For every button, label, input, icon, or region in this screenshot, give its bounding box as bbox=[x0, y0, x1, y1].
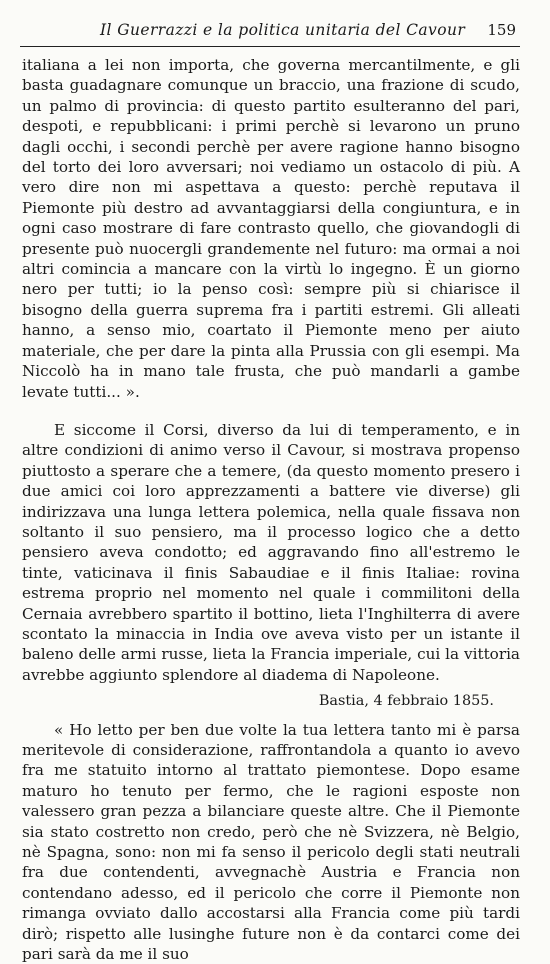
page-body bbox=[22, 55, 520, 964]
running-title: Il Guerrazzi e la politica unitaria del Cavour bbox=[100, 21, 466, 39]
running-header bbox=[20, 20, 520, 47]
page-number: 159 bbox=[487, 21, 516, 39]
paragraph-letter-quote: « Ho letto per ben due volte la tua lettera tanto mi è parsa meritevole di considerazione, raffrontandola a quanto io avevo fra me statuito intorno al trattato piemontese. Dopo esame maturo ho tenuto per fermo, che le ragioni esposte non valessero gran pezza a bilanciare queste altre. Che il Piemonte sia stato costretto non credo, però che nè Svizzera, nè Belgio, nè Spagna, sono: non mi fa senso il pericolo degli stati neutrali fra due contendenti, avvegnachè Austria e Francia non contendano adesso, ed il pericolo che corre il Piemonte non rimanga ovviato dallo accostarsi alla Francia come più tardi dirò; rispetto alle lusinghe future non è da contarci come dei pari sarà da me il suo bbox=[22, 720, 520, 964]
paragraph-commentary: E siccome il Corsi, diverso da lui di temperamento, e in altre condizioni di animo verso il Cavour, si mostrava propenso piuttosto a sperare che a temere, (da questo momento presero i due amici coi loro apprezzamenti a battere vie diverse) gli indirizzava una lunga lettera polemica, nella quale fissava non soltanto il suo pensiero, ma il processo logico che a detto pensiero aveva condotto; ed aggravando fino all'estremo le tinte, vaticinava il finis Sabaudiae e il finis Italiae: rovina estrema proprio nel momento nel quale i commilitoni della Cernaia avrebbero spartito il bottino, lieta l'Inghilterra di avere scontato la minaccia in India ove aveva visto per un istante il baleno delle armi russe, lieta la Francia imperiale, cui la vittoria avrebbe aggiunto splendore al diadema di Napoleone. bbox=[22, 420, 520, 684]
letter-dateline: Bastia, 4 febbraio 1855. bbox=[318, 693, 494, 710]
paragraph-letter-continuation: italiana a lei non importa, che governa mercantilmente, e gli basta guadagnare comunque un braccio, una frazione di scudo, un palmo di provincia: di questo partito esulteranno del pari, despoti, e repubblicani: i primi perchè si levarono un pruno dagli occhi, i secondi perchè per avere ragione hanno bisogno del torto dei loro avversari; noi vediamo un ostacolo di più. A vero dire non mi aspettava a questo: perchè reputava il Piemonte più destro ad avvantaggiarsi della congiuntura, e in ogni caso mostrare di fare contrasto quello, che giovandogli di presente può nuocergli grandemente nel futuro: ma ormai a noi altri comincia a mancare con la virtù lo ingegno. È un giorno nero per tutti; io la penso così: sempre più si chiarisce il bisogno della guerra suprema fra i partiti estremi. Gli alleati hanno, a senso mio, coartato il Piemonte meno per aiuto materiale, che per dare la pinta alla Prussia con gli esempi. Ma Niccolò ha in mano tale frusta, che può mandarli a gambe levate tutti... ». bbox=[22, 56, 520, 401]
